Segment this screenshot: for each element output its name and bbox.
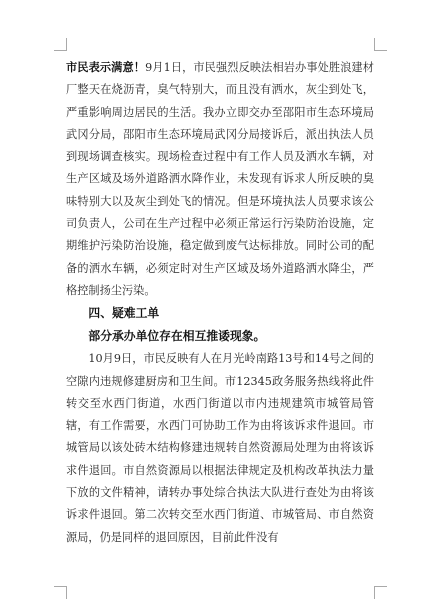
corner-mark-top-left — [54, 38, 67, 51]
corner-mark-top-right — [374, 38, 387, 51]
corner-mark-bottom-right — [374, 586, 387, 599]
document-body — [66, 56, 374, 549]
paragraph-case-description: 10月9日，市民反映有人在月光岭南路13号和14号之间的空隙内违规修建厨房和卫生间。市12345政务服务热线将此件转交至水西门街道，水西门街道以市内违规建筑市城管局管辖，有工作需要，水西门可协助工作为由将该诉求件退回。市城管局以该处砖木结构修建违规转自然资源局处理为由将该诉求件退回。市自然资源局以根据法律规定及机构改革执法力量下放的文件精神，请转办事处综合执法大队进行查处为由将该诉求件退回。第二次转交至水西门街道、市城管局、市自然资源局，仍是同样的退回原因，目前此件没有 — [66, 352, 374, 544]
section-heading: 四、疑难工单 — [88, 306, 160, 321]
paragraph-satisfaction — [66, 56, 374, 302]
corner-mark-bottom-left — [54, 586, 67, 599]
paragraph-lead: 市民表示满意！ — [66, 60, 146, 74]
paragraph-text: 9月1日，市民强烈反映法相岩办事处胜浪建材厂整天在烧沥青，臭气特别大，而且没有洒水，灰尘到处飞，严重影响周边居民的生活。我办立即交办至邵阳市生态环境局武冈分局，邵阳市生态环境局武冈分局接诉后，派出执法人员到现场调查核实。现场检查过程中有工作人员及洒水车辆，对生产区域及场外道路洒水降作业，未发现有诉求人所反映的臭味特别大以及灰尘到处飞的情况。但是环境执法人员要求该公司负责人，公司在生产过程中必须正常运行污染防治设施，定期维护污染防治设施，稳定做到废气达标排放。同时公司的配备的洒水车辆，必须定时对生产区域及场外道路洒水降尘，严格控制扬尘污染。 — [66, 61, 374, 297]
subsection-heading: 部分承办单位存在相互推诿现象。 — [88, 329, 266, 344]
